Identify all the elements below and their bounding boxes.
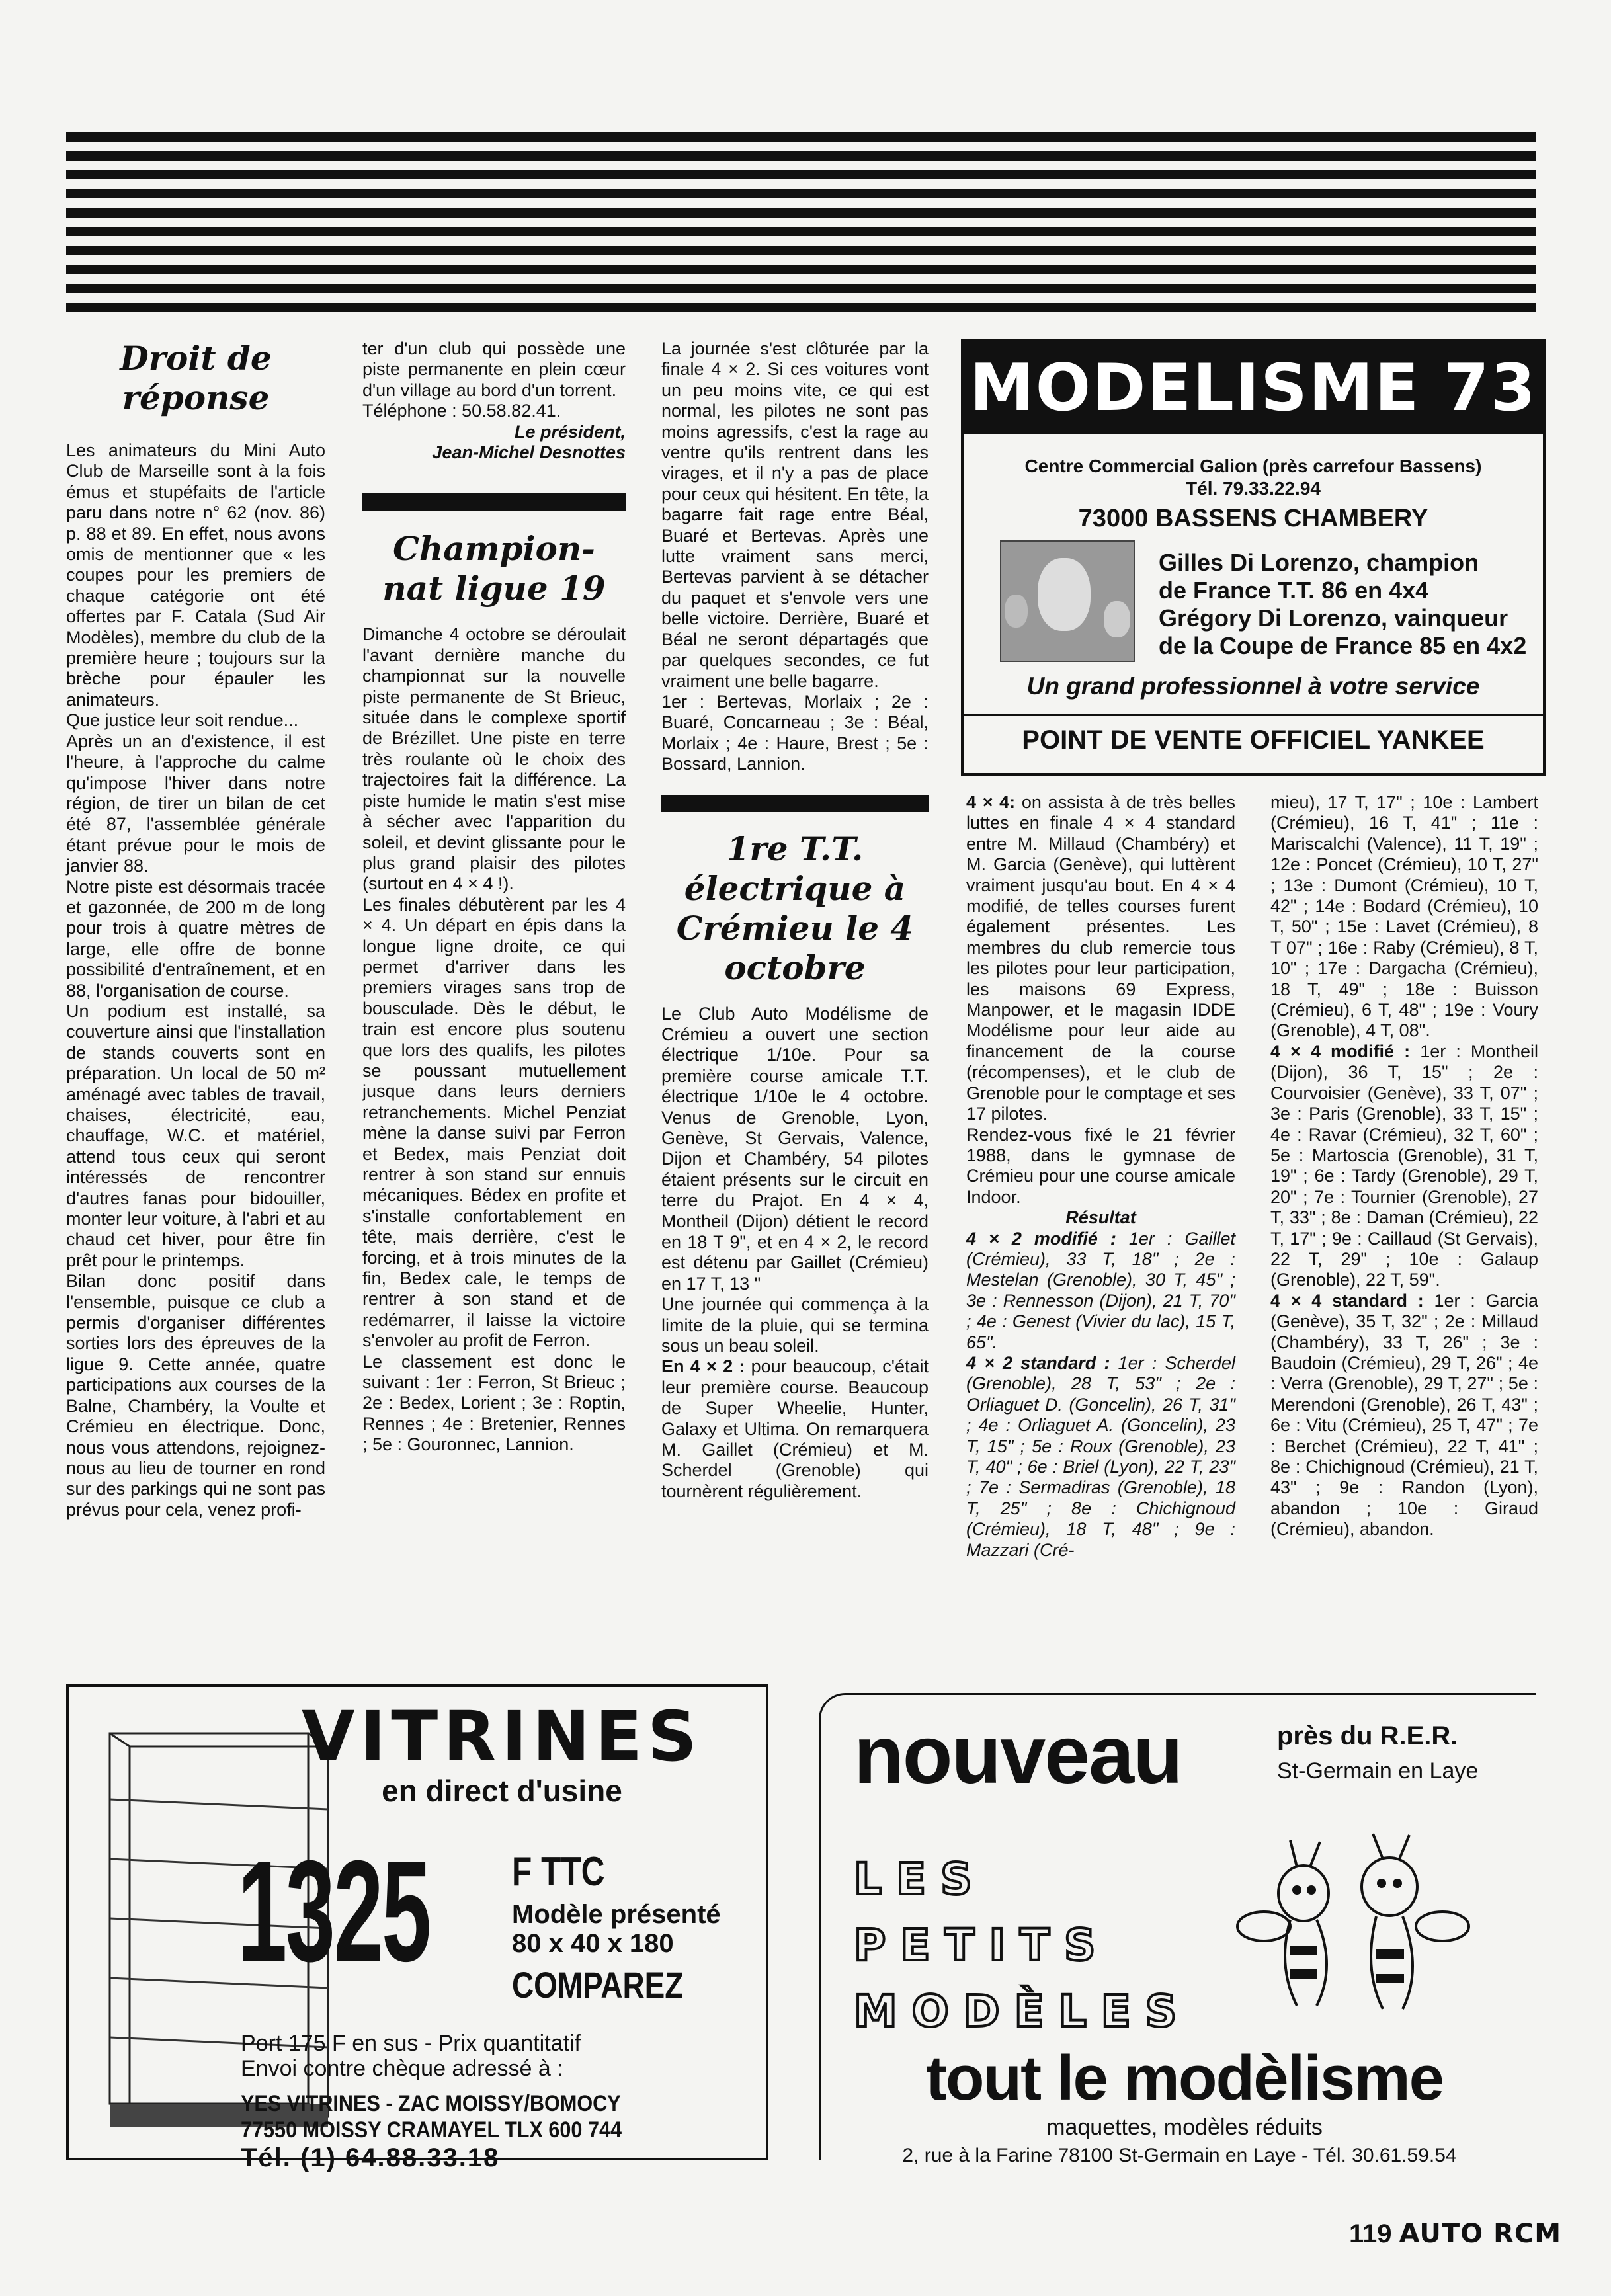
- bold-lead: 4 × 4:: [966, 792, 1016, 812]
- ad-location: près du R.E.R.: [1277, 1721, 1458, 1750]
- vitrines-address: [241, 2090, 622, 2143]
- header-stripe: [66, 132, 1536, 142]
- vitrines-model: [512, 1900, 721, 1958]
- ad-petits: PETITS: [854, 1920, 1110, 1971]
- champions-text: [1159, 549, 1529, 660]
- address-line: 77550 MOISSY CRAMAYEL TLX 600 744: [241, 2117, 622, 2143]
- column-3: [661, 339, 929, 1502]
- paragraph: Après un an d'existence, il est l'heure, à l'approche du calme qu'impose l'hiver dans notre région, de tirer un bilan de cet été 87, l'assemblée générale étant prévue pour le mois de janvier 88.: [66, 731, 325, 876]
- vitrines-compare: COMPAREZ: [512, 1964, 684, 2006]
- ad-phone: Tél. 79.33.22.94: [1186, 478, 1321, 499]
- info-line: Envoi contre chèque adressé à :: [241, 2056, 563, 2081]
- ad-subtitle: maquettes, modèles réduits: [1046, 2115, 1323, 2140]
- ad-slogan: Un grand professionnel à votre service: [1026, 673, 1480, 700]
- paragraph: ter d'un club qui possède une piste permanente en plein cœur d'un village au bord d'un torrent.: [362, 339, 626, 400]
- results-text: 1er : Gaillet (Crémieu), 33 T, 18" ; 2e : Mestelan (Grenoble), 30 T, 45" ; 3e : Rennesson (Dijon), 21 T, 70" ; 4e : Genest (Vivier du lac), 15 T, 65".: [966, 1228, 1235, 1352]
- bold-lead: 4 × 2 modifié :: [966, 1228, 1116, 1249]
- model-line: Modèle présenté: [512, 1900, 721, 1929]
- paragraph: Dimanche 4 octobre se déroulait l'avant dernière manche du championnat sur la nouvelle piste permanente de St Brieuc, située dans le complexe sportif de Brézillet. Une piste en terre très roulante où le choix des trajectoires fait la différence. La piste humide le matin s'est mise à sécher avec l'apparition du soleil, et devint glissante pour le plus grand plaisir des pilotes (surtout en 4 × 4 !).: [362, 624, 626, 894]
- vitrines-phone: Tél. (1) 64.88.33.18: [241, 2143, 500, 2172]
- paragraph: Bilan donc positif dans l'ensemble, puisque ce club a permis d'organiser différentes sorties lors des épreuves de la ligue 9. Cette année, quatre participations aux courses de la Balne, Chambéry, la Voulte et Crémieu en électrique. Donc, nous vous attendons, rejoignez-nous au lieu de tourner en rond sur des parkings qui ne sont pas prévus pour cela, venez profi-: [66, 1271, 325, 1520]
- title-championnat: [362, 529, 626, 608]
- title-line: nat ligue 19: [382, 569, 606, 608]
- title-line: Crémieu le 4: [676, 908, 914, 948]
- ad-place: St-Germain en Laye: [1277, 1758, 1479, 1784]
- paragraph-text: on assista à de très belles luttes en finale 4 × 4 standard entre M. Millaud (Chambéry) et M. Garcia (Genève), qui luttèrent vraiment jusqu'au bout. En 4 × 4 modifié, de telles courses furent également présentes. Les membres du club remercie tous les pilotes pour leur participation, les maisons 69 Express, Manpower, et le magasin IDDE Modélisme pour leur aide au financement de la course (récompenses), et le club de Grenoble pour le comptage et ses 17 pilotes.: [966, 792, 1235, 1124]
- header-stripe: [66, 189, 1536, 198]
- column-2: [362, 339, 626, 1456]
- header-stripe: [66, 208, 1536, 218]
- results-text: 1er : Montheil (Dijon), 36 T, 15" ; 2e : Courvoisier (Genève), 33 T, 07" ; 3e : Paris (Grenoble), 33 T, 15" ; 4e : Ravar (Crémieu), 32 T, 60" ; 5e : Martoscia (Grenoble), 31 T, 19" ; 6e : Tardy (Grenoble), 29 T, 20" ; 7e : Tournier (Grenoble), 27 T, 33" ; 8e : Daman (Crémieu), 22 T, 17" ; 9e : Caillaud (St Gervais), 22 T, 29" ; 10e : Galaup (Grenoble), 22 T, 59".: [1270, 1041, 1538, 1290]
- vitrines-title: VITRINES: [302, 1696, 702, 1777]
- column-4a: [966, 792, 1235, 1561]
- header-stripe: [66, 265, 1536, 274]
- signature-name: Jean-Michel Desnottes: [432, 442, 626, 463]
- header-stripe: [66, 170, 1536, 179]
- paragraph: Que justice leur soit rendue...: [66, 710, 299, 731]
- title-line: 1re T.T.: [726, 829, 864, 868]
- results-text: 1er : Garcia (Genève), 35 T, 32" ; 2e : Millaud (Chambéry), 33 T, 26" ; 3e : Baudoin (Crémieu), 29 T, 26" ; 4e : Verra (Grenoble), 29 T, 27" ; 5e : Merendoni (Grenoble), 26 T, 43" ; 6e : Vitu (Crémieu), 25 T, 47" ; 7e : Berchet (Crémieu), 22 T, 41" ; 8e : Chichignoud (Crémieu), 21 T, 43" ; 9e : Randon (Lyon), abandon ; 10e : Giraud (Crémieu), abandon.: [1270, 1290, 1538, 1539]
- paragraph: La journée s'est clôturée par la finale 4 × 2. Si ces voitures vont un peu moins vite, ce qui est normal, les pilotes ne sont pas moins agressifs, c'est la rage au ventre qu'ils rentrent dans les virages, et il n'y a pas de place pour ceux qui hésitent. En tête, la bagarre fait rage entre Béal, Buaré et Bertevas. Après une lutte vraiment sans merci, Bertevas parvient à se détacher du paquet et s'envole vers une belle victoire. Derrière, Buaré et Béal ne seront départagés que par quelques secondes, ce fut vraiment une belle bagarre.: [661, 339, 929, 691]
- page-number: 119: [1349, 2219, 1392, 2248]
- header-stripes: [66, 132, 1536, 312]
- ad-les: LES: [854, 1854, 987, 1905]
- paragraph: Un podium est installé, sa couverture ainsi que l'installation de stands couverts sont en préparation. Un local de 50 m² aménagé avec tables de travail, chaises, électricité, eau, chauffage, W.C. et matériel, attend tous ceux qui seront intéressés de rencontrer d'autres fanas pour bidouiller, monter leur voiture, à l'abri et au chaud cet hiver, pour être fin prêt pour le printemps.: [66, 1001, 325, 1270]
- champion-line: Gilles Di Lorenzo, champion: [1159, 549, 1479, 576]
- results-paragraph: [966, 1353, 1235, 1561]
- petits-modeles-ad: [819, 1693, 1536, 2166]
- champion-line: de la Coupe de France 85 en 4x2: [1159, 632, 1527, 659]
- vitrines-subtitle: en direct d'usine: [382, 1774, 622, 1808]
- bold-lead: 4 × 2 standard :: [966, 1352, 1110, 1373]
- signature-title: Le président,: [514, 421, 626, 442]
- bees-illustration: [1231, 1827, 1482, 2045]
- bold-lead: 4 × 4 standard :: [1270, 1290, 1424, 1311]
- header-stripe: [66, 246, 1536, 255]
- champion-photo: [1000, 540, 1135, 662]
- address-line: YES VITRINES - ZAC MOISSY/BOMOCY: [241, 2091, 621, 2116]
- ad-address: 2, rue à la Farine 78100 St-Germain en Laye - Tél. 30.61.59.54: [902, 2145, 1457, 2166]
- paragraph: 1er : Bertevas, Morlaix ; 2e : Buaré, Concarneau ; 3e : Béal, Morlaix ; 4e : Haure, Brest ; 5e : Bossard, Lannion.: [661, 691, 929, 774]
- ad-point-de-vente: POINT DE VENTE OFFICIEL YANKEE: [1022, 725, 1485, 755]
- ad-city: 73000 BASSENS CHAMBERY: [1078, 505, 1428, 532]
- title-droit-de-reponse: [66, 339, 325, 418]
- ad-tout-le-modelisme: tout le modèlisme: [925, 2043, 1444, 2113]
- champion-line: de France T.T. 86 en 4x4: [1159, 577, 1429, 604]
- page-footer: [1349, 2219, 1561, 2249]
- section-bar: [661, 795, 929, 812]
- header-stripe: [66, 303, 1536, 312]
- vitrines-ad: [66, 1684, 768, 2172]
- header-stripe: [66, 227, 1536, 236]
- champion-line: Grégory Di Lorenzo, vainqueur: [1159, 604, 1508, 632]
- info-line: Port 175 F en sus - Prix quantitatif: [241, 2031, 581, 2056]
- modelisme-banner: MODELISME 73: [964, 342, 1543, 434]
- ad-address: Centre Commercial Galion (près carrefour Bassens): [1024, 456, 1482, 476]
- bold-lead: En 4 × 2 :: [661, 1356, 745, 1377]
- paragraph: Le Club Auto Modélisme de Crémieu a ouvert une section électrique 1/10e. Pour sa première course amicale T.T. électrique 1/10e le 4 octobre. Venus de Grenoble, Lyon, Genève, St Gervais, Valence, Dijon et Chambéry, 54 pilotes étaient présents sur le circuit en terre du Prajot. En 4 × 4, Montheil (Dijon) détient le record en 18 T 9", et en 4 × 2, le record est détenu par Gaillet (Crémieu) en 17 T, 13 ": [661, 1003, 929, 1293]
- paragraph: Les animateurs du Mini Auto Club de Marseille sont à la fois émus et stupéfaits de l'article paru dans notre n° 62 (nov. 86) p. 88 et 89. En effet, nous avons omis de mentionner que « les coupes pour les premiers de chaque catégorie ont été offertes par F. Catala (Sud Air Modèles), membre du club de la première heure ; toujours sur la brèche pour épauler les animateurs.: [66, 440, 325, 710]
- ad-headline: nouveau: [854, 1709, 1182, 1801]
- header-stripe: [66, 284, 1536, 293]
- header-stripe: [66, 151, 1536, 161]
- paragraph: Notre piste est désormais tracée et gazonnée, de 200 m de long pour trois à quatre mètres de large, elle offre de bonne possibilité d'entraînement, et en 88, l'organisation de course.: [66, 876, 325, 1001]
- paragraph: Les finales débutèrent par les 4 × 4. Un départ en épis dans la longue ligne droite, ce qui permet d'arriver dans les premiers virages sans trop de bousculade. Dès le début, le train est encore plus soutenu que lors des qualifs, les pilotes se poussant mutuellement jusque dans leurs derniers retranchements. Michel Penziat mène la danse suivi par Ferron et Bedex, mais Penziat doit rentrer à son stand sur ennuis mécaniques. Bédex en profite et s'installe confortablement en tête, mais derrière, c'est le forcing, et à trois minutes de la fin, Bedex cale, le temps de rentrer à son stand et de redémarrer, il laisse la victoire s'envoler au profit de Ferron.: [362, 894, 626, 1351]
- title-tt-electrique: [661, 829, 929, 988]
- paragraph: Une journée qui commença à la limite de la pluie, qui se termina sous un beau soleil.: [661, 1294, 929, 1356]
- phone-line: Téléphone : 50.58.82.41.: [362, 401, 561, 421]
- ad-modeles: MODÈLES: [854, 1986, 1192, 2037]
- title-line: Droit de: [120, 339, 272, 378]
- title-line: Champion-: [393, 529, 595, 569]
- title-line: réponse: [122, 378, 270, 417]
- paragraph-text: pour beaucoup, c'était leur première course. Beaucoup de Super Wheelie, Hunter, Galaxy et Ultima. On remarquera M. Gaillet (Crémieu) et M. Scherdel (Grenoble) qui tournèrent régulièrement.: [661, 1356, 929, 1501]
- section-bar: [362, 493, 626, 511]
- paragraph: [966, 792, 1235, 1125]
- results-paragraph: [966, 1229, 1235, 1353]
- column-1: [66, 339, 325, 1520]
- modelisme-ad: [961, 339, 1546, 776]
- results-paragraph: [1270, 1291, 1538, 1540]
- paragraph: Rendez-vous fixé le 21 février 1988, dans le gymnase de Crémieu pour une course amicale Indoor.: [966, 1124, 1235, 1207]
- results-paragraph: [1270, 1042, 1538, 1291]
- bold-lead: 4 × 4 modifié :: [1270, 1041, 1411, 1061]
- results-text: 1er : Scherdel (Grenoble), 28 T, 53" ; 2e : Orliaguet D. (Goncelin), 26 T, 31" ; 4e : Orliaguet A. (Goncelin), 23 T, 15" ; 5e : Roux (Grenoble), 23 T, 40" ; 6e : Briel (Lyon), 22 T, 23" ; 7e : Sermadiras (Grenoble), 18 T, 25" ; 8e : Chichignoud (Crémieu), 18 T, 48" ; 9e : Mazzari (Cré-: [966, 1352, 1236, 1560]
- vitrines-price: 1325: [237, 1831, 430, 1992]
- results-paragraph: mieu), 17 T, 17" ; 10e : Lambert (Crémieu), 16 T, 41" ; 11e : Mariscalchi (Valence), 11 T, 19" ; 12e : Poncet (Crémieu), 10 T, 27" ; 13e : Dumont (Crémieu), 10 T, 42" ; 14e : Bodard (Crémieu), 10 T, 50" ; 15e : Lavet (Crémieu), 8 T 07" ; 16e : Raby (Crémieu), 8 T, 10" ; 17e : Dargacha (Crémieu), 18 T, 49" ; 18e : Buisson (Crémieu), 6 T, 48" ; 19e : Voury (Grenoble), 4 T, 08".: [1270, 792, 1538, 1041]
- paragraph: [661, 1356, 929, 1502]
- model-line: 80 x 40 x 180: [512, 1929, 674, 1958]
- magazine-name: AUTO RCM: [1399, 2219, 1562, 2249]
- title-line: électrique à: [684, 868, 906, 908]
- paragraph: Le classement est donc le suivant : 1er : Ferron, St Brieuc ; 2e : Bedex, Lorient ; 3e : Roptin, Rennes ; 4e : Bretenier, Rennes ; 5e : Gouronnec, Lannion.: [362, 1351, 626, 1455]
- column-4b: [1270, 792, 1538, 1540]
- vitrines-info: [241, 2031, 581, 2081]
- vitrines-currency: F TTC: [512, 1849, 605, 1895]
- results-heading: Résultat: [1065, 1208, 1136, 1228]
- title-line: octobre: [724, 948, 866, 987]
